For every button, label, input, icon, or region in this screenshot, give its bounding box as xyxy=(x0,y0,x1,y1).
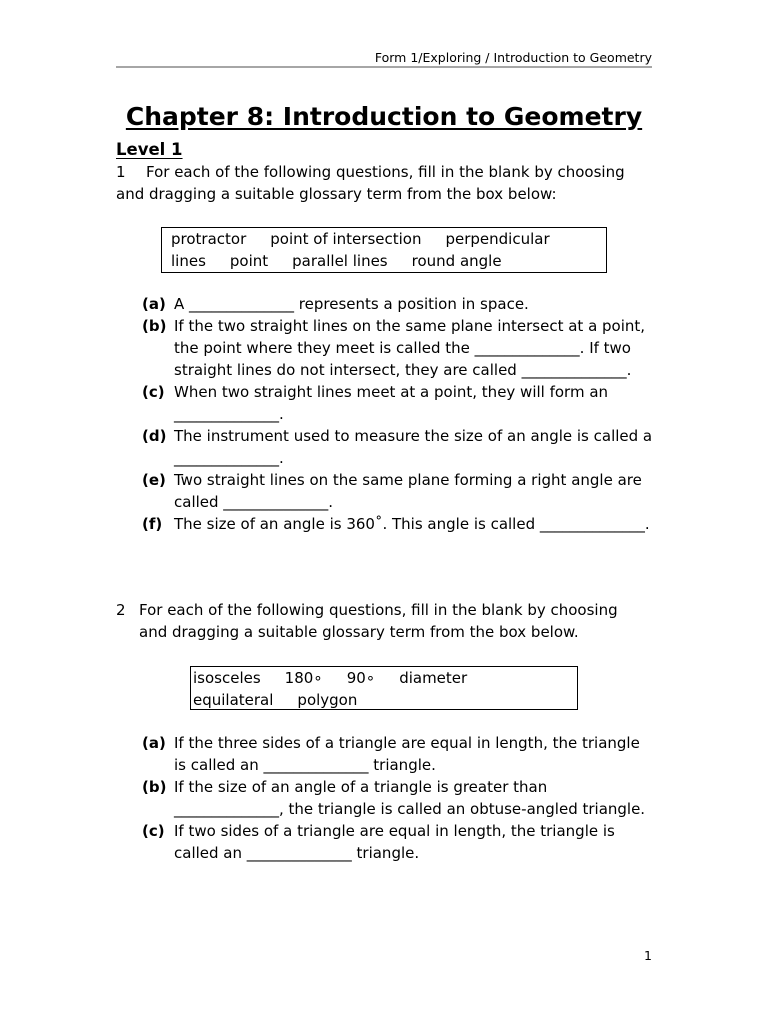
glossary-term[interactable]: lines xyxy=(171,252,206,270)
item-label: (a) xyxy=(142,734,166,752)
glossary-term[interactable]: parallel lines xyxy=(292,252,388,270)
question-intro-line: and dragging a suitable glossary term from the box below: xyxy=(116,185,557,203)
glossary-row xyxy=(193,689,577,711)
item-text[interactable]: When two straight lines meet at a point, they will form an ______________. xyxy=(174,383,609,423)
glossary-row xyxy=(193,667,577,689)
header-divider xyxy=(116,66,652,68)
chapter-title: Chapter 8: Introduction to Geometry xyxy=(125,102,643,131)
item-text[interactable]: The instrument used to measure the size of an angle is called a ______________. xyxy=(174,427,653,467)
glossary-row xyxy=(171,228,606,250)
glossary-term[interactable]: equilateral xyxy=(193,691,274,709)
glossary-term[interactable]: round angle xyxy=(411,252,502,270)
question-2-intro xyxy=(116,599,656,643)
item-label: (b) xyxy=(142,778,167,796)
question-number: 1 xyxy=(116,163,126,181)
question-intro-line: For each of the following questions, fill in the blank by choosing xyxy=(146,163,625,181)
question-item xyxy=(142,776,656,820)
item-label: (a) xyxy=(142,295,166,313)
question-1-items xyxy=(142,293,656,535)
question-intro-line: and dragging a suitable glossary term from the box below. xyxy=(139,623,579,641)
page-number: 1 xyxy=(644,948,652,963)
glossary-term[interactable]: perpendicular xyxy=(445,230,550,248)
item-text[interactable]: If two sides of a triangle are equal in length, the triangle is called an ______________ triangle. xyxy=(174,822,615,862)
question-1-intro xyxy=(116,161,656,205)
glossary-row xyxy=(171,250,606,272)
item-label: (b) xyxy=(142,317,167,335)
question-item xyxy=(142,315,656,381)
question-item xyxy=(142,381,656,425)
item-text[interactable]: If the three sides of a triangle are equal in length, the triangle is called an ______________ triangle. xyxy=(174,734,640,774)
glossary-term[interactable]: 180∘ xyxy=(284,669,323,687)
item-label: (f) xyxy=(142,515,163,533)
glossary-term[interactable]: protractor xyxy=(171,230,247,248)
item-text[interactable]: If the size of an angle of a triangle is greater than ______________, the triangle is called an obtuse-angled triangle. xyxy=(174,778,646,818)
item-label: (d) xyxy=(142,427,167,445)
level-heading: Level 1 xyxy=(116,140,183,159)
glossary-term[interactable]: polygon xyxy=(297,691,358,709)
question-item xyxy=(142,820,656,864)
glossary-term[interactable]: point of intersection xyxy=(270,230,422,248)
question-item xyxy=(142,513,656,535)
question-2-items xyxy=(142,732,656,864)
glossary-term[interactable]: point xyxy=(229,252,269,270)
glossary-term[interactable]: diameter xyxy=(399,669,468,687)
item-label: (c) xyxy=(142,383,165,401)
item-text[interactable]: If the two straight lines on the same plane intersect at a point, the point where they meet is called the ______________. If two straight lines do not intersect, they are called ______________. xyxy=(174,317,646,379)
glossary-box-2 xyxy=(190,666,578,710)
glossary-term[interactable]: 90∘ xyxy=(346,669,376,687)
page-header: Form 1/Exploring / Introduction to Geometry xyxy=(374,50,652,65)
glossary-box-1 xyxy=(161,227,607,273)
item-text[interactable]: A ______________ represents a position in space. xyxy=(174,295,529,313)
question-number: 2 xyxy=(116,601,126,619)
item-label: (e) xyxy=(142,471,166,489)
question-item xyxy=(142,425,656,469)
question-intro-line: For each of the following questions, fill in the blank by choosing xyxy=(139,601,618,619)
question-item xyxy=(142,293,656,315)
question-item xyxy=(142,469,656,513)
question-item xyxy=(142,732,656,776)
item-label: (c) xyxy=(142,822,165,840)
item-text[interactable]: The size of an angle is 360˚. This angle is called ______________. xyxy=(174,515,650,533)
item-text[interactable]: Two straight lines on the same plane forming a right angle are called ______________. xyxy=(174,471,642,511)
glossary-term[interactable]: isosceles xyxy=(193,669,261,687)
